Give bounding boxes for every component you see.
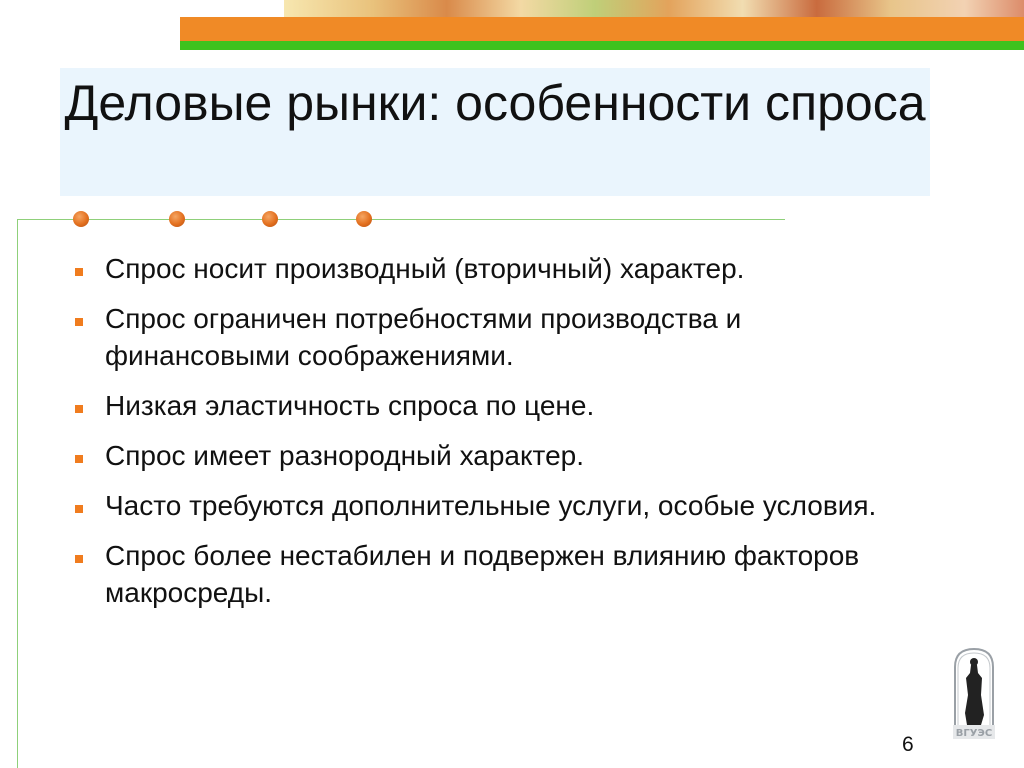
square-bullet-icon — [75, 318, 83, 326]
orange-dot-icon — [356, 211, 372, 227]
bullet-text: Низкая эластичность спроса по цене. — [105, 390, 595, 421]
bullet-text: Спрос носит производный (вторичный) характер. — [105, 253, 745, 284]
bullet-text: Спрос более нестабилен и подвержен влиянию факторов макросреды. — [105, 540, 860, 608]
university-logo — [951, 645, 997, 741]
bullet-item — [75, 537, 905, 611]
bullet-item — [75, 300, 905, 374]
square-bullet-icon — [75, 505, 83, 513]
orange-dot-icon — [73, 211, 89, 227]
bullet-text: Спрос имеет разнородный характер. — [105, 440, 584, 471]
square-bullet-icon — [75, 268, 83, 276]
slide-title: Деловые рынки: особенности спроса — [64, 75, 926, 131]
bullet-item — [75, 487, 905, 524]
vertical-divider — [17, 219, 18, 768]
orange-dot-icon — [262, 211, 278, 227]
bullet-item — [75, 387, 905, 424]
bullet-item — [75, 437, 905, 474]
banner-frame — [180, 0, 286, 17]
square-bullet-icon — [75, 405, 83, 413]
square-bullet-icon — [75, 555, 83, 563]
square-bullet-icon — [75, 455, 83, 463]
bullet-text: Спрос ограничен потребностями производства и финансовыми соображениями. — [105, 303, 742, 371]
logo-text: ВГУЭС — [955, 728, 993, 739]
orange-header-bar — [180, 17, 1024, 41]
bullet-text: Часто требуются дополнительные услуги, особые условия. — [105, 490, 877, 521]
horizontal-divider — [17, 219, 785, 220]
decorative-photo-strip — [284, 0, 1024, 17]
bullet-list — [75, 250, 905, 624]
bullet-item — [75, 250, 905, 287]
green-header-bar — [180, 41, 1024, 50]
page-number: 6 — [902, 733, 914, 756]
orange-dot-icon — [169, 211, 185, 227]
